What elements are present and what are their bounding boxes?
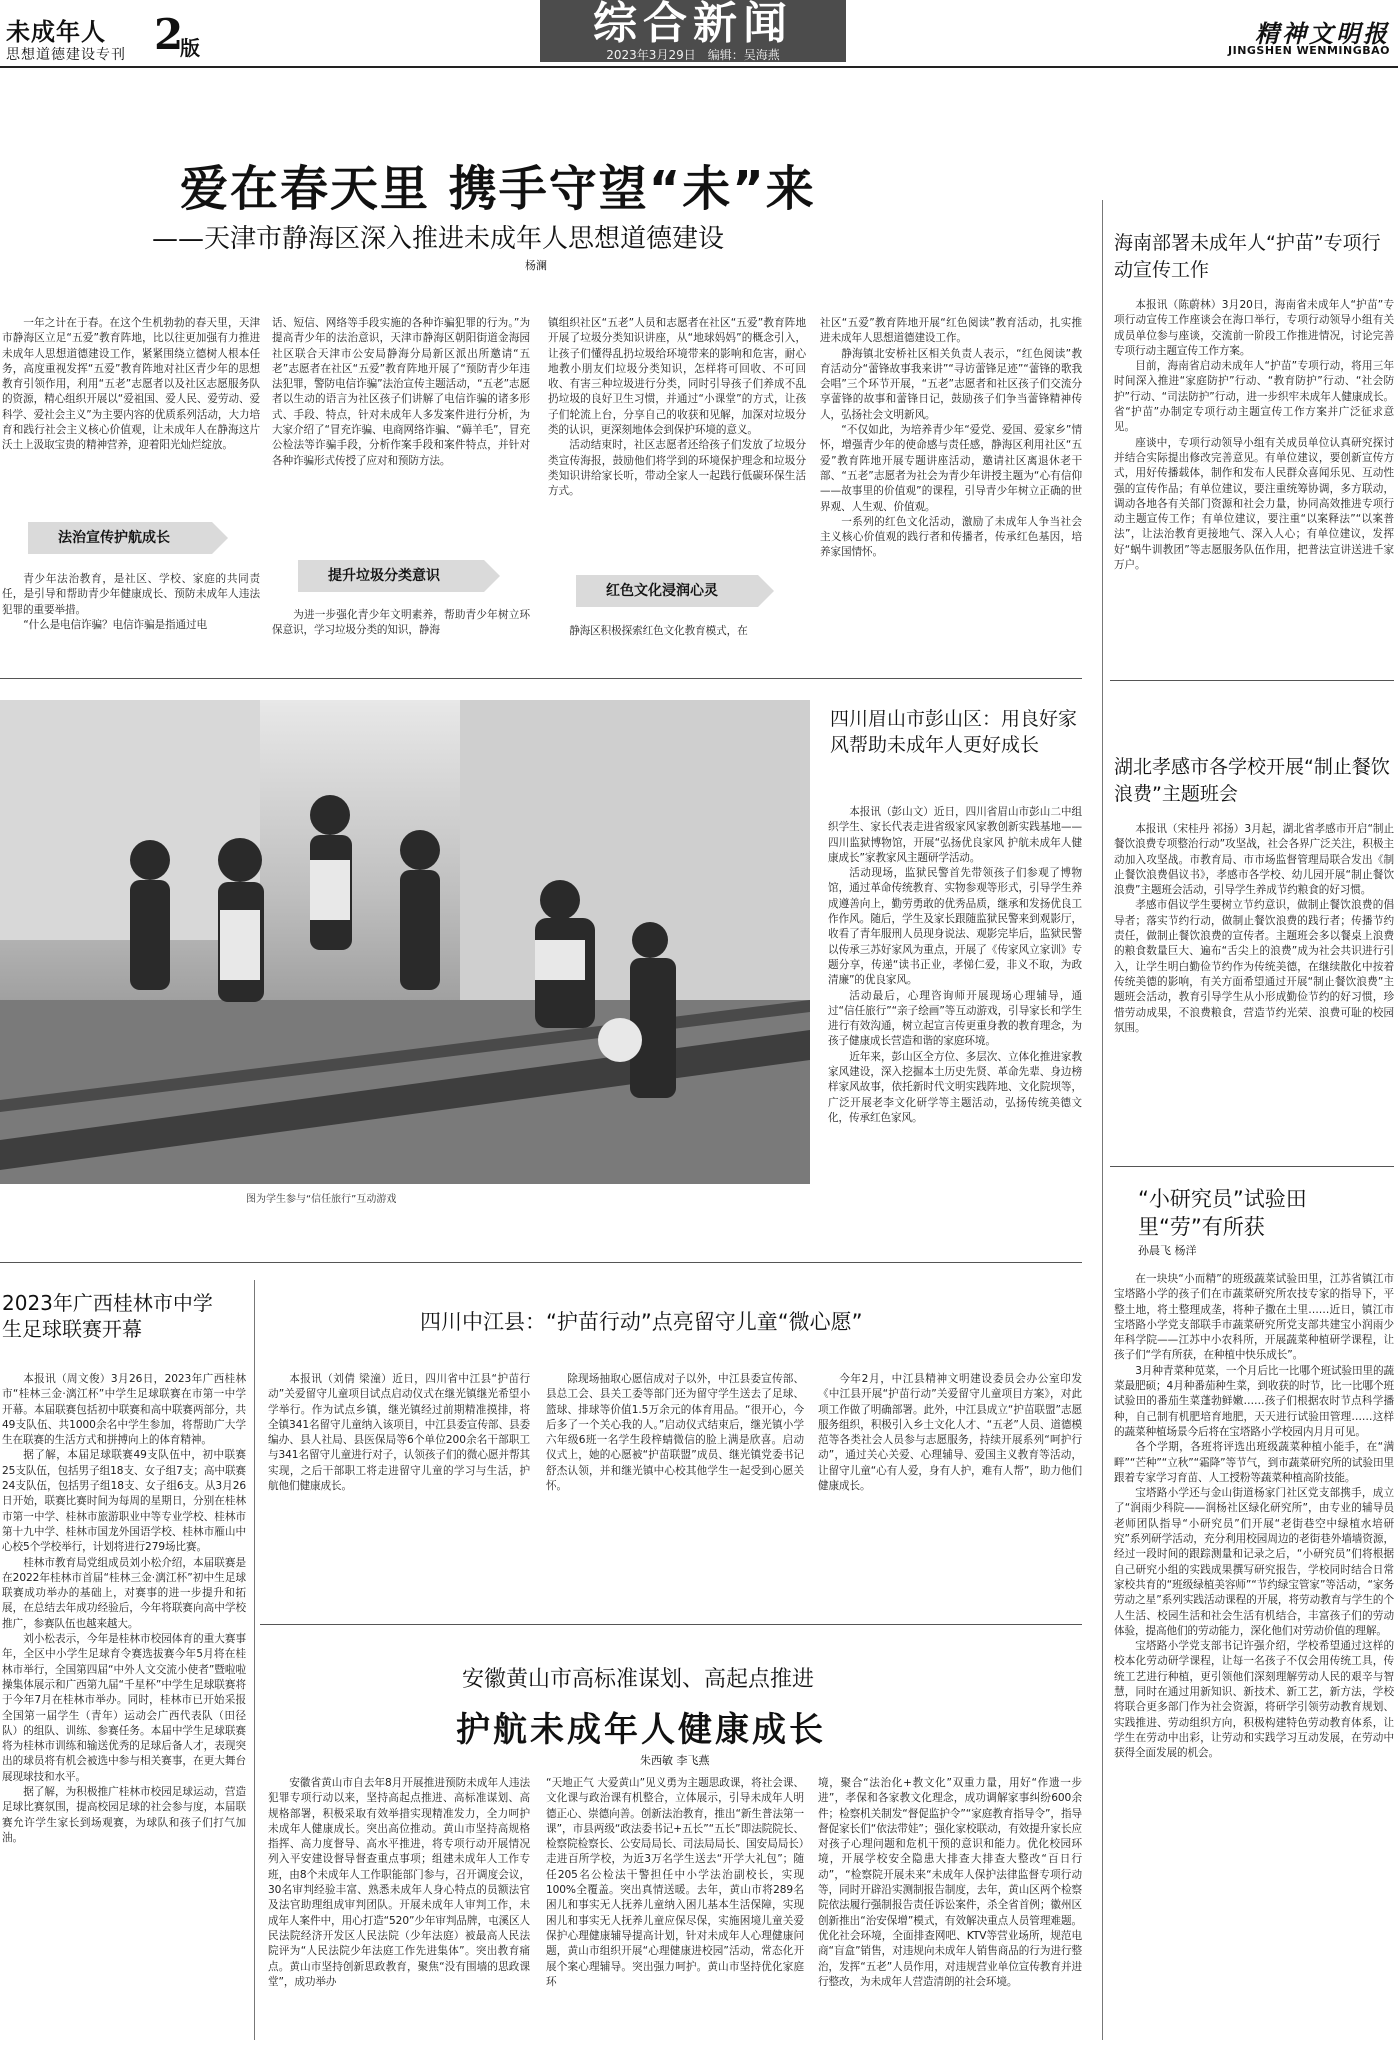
students-photo [0,700,810,1184]
hainan-para: 目前，海南省启动未成年人“护苗”专项行动，将用三年时间深入推进“家庭防护”行动、“教育防护”行动、“社会防护”行动、“司法防护”行动，进一步织牢未成年人健康成长。省“护苗”办制定专项行动主题宣传工作方案并广泛征求意见。 [1114,360,1394,434]
xiaoyanjiu-para: 在一块块“小而精”的班级蔬菜试验田里，江苏省镇江市宝塔路小学的孩子们在市蔬菜研究所农技专家的指导下，平整土地，将土整理成垄，将种子撒在土里……近日，镇江市宝塔路小学党支部联手市蔬菜研究所党支部共建宝小润雨少年科学院——江苏中小农科所，开展蔬菜种植研学课程，让孩子们“学有所获，在种植中快乐成长”。 [1114,1273,1394,1362]
guilin-title: 2023年广西桂林市中学生足球联赛开幕 [2,1291,213,1341]
xiaogan-para: 本报讯（宋桂丹 祁扬）3月起，湖北省孝感市开启“制止餐饮浪费专项整治行动”攻坚战，社会各界广泛关注，积极主动加入攻坚战。市教育局、市市场监督管理局联合发出《制止餐饮浪费倡议书》，孝感市各学校、幼儿园开展“制止餐饮浪费”主题班会活动，引导学生养成节约粮食的好习惯。 [1114,823,1394,897]
meishan-para: 活动最后，心理咨询师开展现场心理辅导，通过“信任旅行”“亲子绘画”等互动游戏，引导家长和学生进行有效沟通，树立起宣言传更重身教的教育理念，为孩子健康成长营造和谐的家庭环境。 [828,989,1082,1048]
xiaoyanjiu-title: “小研究员”试验田里“劳”有所获 [1138,1187,1307,1239]
lead-col-2 [272,316,530,469]
rule [1110,680,1394,681]
lead-col-4 [820,316,1082,561]
huangshan-para: “天地正气 大爱黄山”见义勇为主题思政课，将社会课、文化课与政治课有机整合，立体展示，引导未成年人明德正心、崇德向善。创新法治教育，推出“新生普法第一课”，市县两级“政法委书记+五长”“五长”即法院院长、检察院检察长、公安局局长、司法局局长、国安局局长）走进百所学校，为近3万名学生送去“开学大礼包”；随任205名公检法干警担任中小学法治副校长，实现100%全覆盖。突出真情送暖。去年，黄山市将289名困儿和事实无人抚养儿童纳入困儿基本生活保障，实现困儿和事实无人抚养儿童应保尽保，实施困境儿童关爱保护心理健康辅导提高计划，针对未成年人心理健康问题，黄山市组织开展“心理健康进校园”活动，常态化开展个案心理辅导。突出强力呵护。黄山市坚持优化家庭环 [546,1777,804,1988]
meishan-body [828,805,1082,1126]
huangshan-para: 境，聚合“法治化+教文化”双重力量，用好“作遗一步进”，孝保和各家教文化理念，成功调解家事纠纷600余件；检察机关制发“督促监护令”“家庭教育指导令”，指导督促家长们“依法带娃”；强化家校联动，有效提升家长应对孩子心理问题和危机干预的意识和能力。优化校园环境，开展学校安全隐患大排查大排查大整改“百日行动”，“检察院开展未来“未成年人保护法律监督专项行动等，同时开辟沿实测制报告制度，去年，黄山区两个检察院依法履行强制报告责任诉讼案件，杀全省首例；徽州区创新推出“治安保增”模式，有效解决重点人员管理难题。优化社会环境，全面排查网吧、KTV等营业场所，规范电商“盲盒”销售，对违规向未成年人销售商品的行为进行整治，发挥“五老”人员作用，对违规营业单位宣传教育并进行整改，为未成年人营造清朗的社会环境。 [818,1777,1082,1988]
page-number: 2 [154,10,184,59]
section-subtitle: 思想道德建设专刊 [6,47,126,63]
section-name: 未成年人 [6,17,106,46]
header-rule [0,66,1398,68]
huangshan-col-2 [546,1776,804,2044]
paper-pinyin: JINGSHEN WENMINGBAO [1228,44,1390,57]
lead-col-3 [548,316,806,500]
lead-col-1b [2,572,260,633]
xiaoyanjiu-para: 宝塔路小学还与金山街道杨家门社区党支部携手，成立了“润雨少科院——润杨社区绿化研究所”，由专业的辅导员老师团队指导“小研究员”们开展“老街巷空中绿植水培研究”系列研学活动，充分利用校园周边的老街巷外墙墙资源，经过一段时间的跟踪测量和记录之后，“小研究员”们将根据自己研究小组的实践成果撰写研究报告，学校同时结合日常家校共育的“班级绿植美容师”“节约绿宝管家”等活动，“家务劳动之星”系列实践活动课程的开展，将劳动教育与学生的个人生活、校园生活和社会生活有机结合，丰富孩子们的劳动体验，提高他们的劳动能力，深化他们对劳动价值的理解。 [1114,1487,1394,1637]
huangshan-para: 安徽省黄山市自去年8月开展推进预防未成年人违法犯罪专项行动以来，坚持高起点推进、高标准谋划、高规格部署，积极采取有效举措实现精准发力，全力呵护未成年人健康成长。突出高位推动。黄山市坚持高规格指挥、高力度督导、高水平推进，将专项行动开展情况列入平安建设督导督查重点事项；组建未成年人工作专班，由8个未成年人工作职能部门参与，召开调度会议，30名审判经验丰富、熟悉未成年人身心特点的员额法官及法官助理组成审判团队。开展未成年人审判工作，未成年人案件中，用心打造“520”少年审判品牌，屯溪区人民法院经济开发区人民法院（少年法庭）被最高人民法院评为“人民法院少年法庭工作先进集体”。突出教育痛点。黄山市坚持创新思政教育，聚焦“没有围墙的思政课堂”，成功举办 [268,1777,530,1988]
xiaoyanjiu-body [1114,1272,1394,1762]
lead-author: 杨澜 [525,259,547,272]
zhongjiang-para: 今年2月，中江县精神文明建设委员会办公室印发《中江县开展“护苗行动”关爱留守儿童项目方案》，对此项工作做了明确部署。此外，中江县成立“护苗联盟”志愿服务组织，积极引入乡土文化人才、“五老”人员、道德模范等各类社会人员参与志愿服务，持续开展系列“呵护行动”，通过关心关爱、心理辅导、爱国主义教育等活动，让留守儿童“心有人爱，身有人护，难有人帮”，助力他们健康成长。 [818,1373,1082,1493]
lead-para: 青少年法治教育，是社区、学校、家庭的共同责任，是引导和帮助青少年健康成长、预防未成年人违法犯罪的重要举措。 [2,573,260,616]
lead-para: “什么是电信诈骗？电信诈骗是指通过电 [23,618,207,631]
huangshan-col-3 [818,1776,1082,2044]
xiaogan-para: 孝感市倡议学生要树立节约意识，做制止餐饮浪费的倡导者；落实节约行动，做制止餐饮浪费的践行者；传播节约责任，做制止餐饮浪费的宣传者。主题班会多以餐桌上浪费的粮食数量巨大、遍布“舌尖上的浪费”成为社会共识进行引入，让学生明白勤俭节约作为传统美德，在继续散化中按着传统美德的影响，有关方面希望通过开展“制止餐饮浪费”主题班会活动，教育引导学生从小形成勤俭节约的好习惯，珍惜劳动成果，不浪费粮食，营造节约光荣、浪费可耻的校园氛围。 [1114,899,1394,1034]
lead-para: 镇组织社区“五老”人员和志愿者在社区“五爱”教育阵地开展了垃圾分类知识讲座，从“地球妈妈”的概念引入，让孩子们懂得乱扔垃圾给环境带来的影响和危害，耐心地教小朋友们垃圾分类知识，怎样将可回收、不可回收、有害三种垃圾进行分类，同时引导孩子们养成不乱扔垃圾的良好卫生习惯，并通过“小课堂”的方式，让孩子们轮流上台，分享自己的收获和见解，加深对垃圾分类的认识，更深刻地体会到保护环境的意义。 [548,317,806,437]
meishan-para: 本报讯（彭山文）近日，四川省眉山市彭山二中组织学生、家长代表走进省级家风家教创新实践基地——四川监狱博物馆，开展“弘扬优良家风 护航未成年人健康成长”家教家风主题研学活动。 [828,806,1082,864]
lead-col-3b [548,624,806,639]
header-left [6,10,206,65]
huangshan-author: 朱西敏 李飞燕 [640,1754,710,1767]
lead-para: 一年之计在于春。在这个生机勃勃的春天里，天津市静海区立足“五爱”教育阵地，比以往更加强有力推进未成年人思想道德建设工作，紧紧围绕立德树人根本任务，高度重视发挥“五爱”教育阵地对社区青少年的思想教育引领作用，利用“五老”志愿者以及社区志愿服务队的资源，精心组织开展以“爱祖国、爱人民、爱劳动、爱科学、爱社会主义”为主要内容的优质系列活动，大力培育和践行社会主义核心价值观，让未成年人在静海这片沃土上汲取宝贵的精神营养，迎着阳光灿烂绽放。 [2,317,260,452]
huangshan-kicker: 安徽黄山市高标准谋划、高起点推进 [462,1667,815,1692]
lead-para: 静海区积极探索红色文化教育模式，在 [569,625,748,637]
lead-para: 静海镇北安桥社区相关负责人表示，“红色阅读”教育活动分“蕾锋故事我来讲”“寻访蕾锋足迹”“蕾锋的歌我会唱”三个环节开展，“五老”志愿者和社区孩子们交流分享蕾锋的故事和蕾锋日记，鼓励孩子们争当蕾锋精神传人，弘扬社会文明新风。 [820,347,1082,421]
hainan-body [1114,298,1394,573]
meishan-para: 活动现场，监狱民警首先带领孩子们参观了博物馆，通过革命传统教育、实物参观等形式，引导学生养成遵善向上，勤劳勇敢的优秀品质，继承和发扬优良工作作风。随后，学生及家长跟随监狱民警来到观影厅，收看了青年服刑人员现身说法、观影完毕后，监狱民警以传承三苏好家风为重点，开展了《传家风立家训》专题分享，传递“读书正业，孝悌仁爱，非义不取，为政清廉”的优良家风。 [828,867,1082,987]
xiaogan-title: 湖北孝感市各学校开展“制止餐饮浪费”主题班会 [1114,756,1390,805]
guilin-para: 刘小松表示，今年是桂林市校园体育的重大赛事年，全区中小学生足球育令赛选拔赛今年5月将在桂林市举行，全国第四届“中外人文交流小使者”暨啦啦操集体展示和广西第九届“千星杯”中学生足球联赛将于今年7月在桂林市举办。同时，桂林市已开始采报全国第一届学生（青年）运动会广西代表队（田径队）的组队、训练、参赛任务。本届中学生足球联赛将为桂林市训练和输送优秀的足球后备人才，表现突出的球员将有机会被选中参与相关赛事，在更大舞台展现球技和水平。 [2,1633,246,1783]
rule [1110,1166,1394,1167]
zhongjiang-col-1 [268,1372,530,1494]
guilin-para: 桂林市教育局党组成员刘小松介绍，本届联赛是在2022年桂林市首届“桂林三金·漓江杯”初中生足球联赛成功举办的基础上，对赛事的进一步提升和拓展，在总结去年成功经验后，今年将联赛向高中学校推广，参赛队伍也越来越大。 [2,1556,246,1630]
tag-legal: 法治宣传护航成长 [28,522,212,554]
zhongjiang-col-3 [818,1372,1082,1494]
rule [0,678,1082,679]
guilin-para: 据了解，为积极推广桂林市校园足球运动，营造足球比赛氛围，提高校园足球的社会参与度，本届联赛允许学生家长到场观赛，为球队和孩子们打气加油。 [2,1786,246,1844]
xiaoyanjiu-para: 各个学期，各班将评选出班级蔬菜种植小能手，在“满畔”“芒种”“立秋”“霜降”等节气，到市蔬菜研究所的试验田里跟着专家学习育苗、人工授粉等蔬菜种植高阶技能。 [1114,1441,1394,1484]
zhongjiang-para: 本报讯（刘倩 梁潼）近日，四川省中江县“护苗行动”关爱留守儿童项目试点启动仪式在继光镇继光希望小学举行。作为试点乡镇，继光镇经过前期精准摸排，将全镇341名留守儿童纳入该项目，中江县委宣传部、县委编办、县人社局、县医保局等6个单位200余名干部职工与341名留守儿童进行对子，认领孩子们的微心愿并帮其实现，之后干部职工将走进留守儿童的学习与生活，护航他们健康成长。 [268,1373,530,1493]
page-suffix: 版 [180,36,200,60]
lead-para: 为进一步强化青少年文明素养，帮助青少年树立环保意识，学习垃圾分类的知识，静海 [272,609,530,637]
xiaoyanjiu-para: 3月种青菜种苋菜，一个月后比一比哪个班试验田里的蔬菜最肥硕；4月种番茄种生菜，到收获的时节，比一比哪个班试验田的番茄生菜蓬勃鲜嫩……孩子们根据农时节点科学播种，自己制有机肥培育地肥，天天进行试验田管理……这样的蔬菜种植场景今后将在宝塔路小学校园内月月可见。 [1114,1364,1394,1438]
rule [260,1624,1082,1625]
date-line: 2023年3月29日 编辑：吴海燕 [606,48,780,62]
guilin-divider [254,1280,255,2040]
hainan-para: 座谈中，专项行动领导小组有关成员单位认真研究探讨并结合实际提出修改完善意见。有单位建议，要创新宣传方式，用好传播载体，制作和发布人民群众喜闻乐见、互动性强的宣传作品；有单位建议，要注重统筹协调，多方联动，调动各地各有关部门资源和社会力量，协同高效推进专项行动主题宣传工作；有单位建议，要注重“以案释法”“以案普法”，让法治教育更接地气、深入人心；有单位建议，发挥好“蜗牛训教团”等志愿服务队伍作用，把普法宣讲送进千家万户。 [1114,436,1394,572]
hainan-para: 本报讯（陈蔚林）3月20日，海南省未成年人“护苗”专项行动宣传工作座谈会在海口举行，专项行动领导小组有关成员单位参与座谈，交流前一阶段工作推进情况，讨论完善专项行动主题宣传工作方案。 [1114,299,1394,357]
huangshan-col-1 [268,1776,530,2044]
banner-title: 综合新闻 [593,0,793,49]
zhongjiang-title: 四川中江县：“护苗行动”点亮留守儿童“微心愿” [420,1310,863,1334]
meishan-para: 近年来，彭山区全方位、多层次、立体化推进家教家风建设，深入挖掘本土历史先贤、革命先辈、身边榜样家风故事，依托新时代文明实践阵地、文化院坝等，广泛开展老李文化研学等主题活动，弘扬传统美德文化，传承红色家风。 [828,1050,1082,1124]
tag-red-culture: 红色文化浸润心灵 [576,575,758,607]
lead-col-1 [2,316,260,454]
xiaoyanjiu-para: 宝塔路小学党支部书记许强介绍，学校希望通过这样的校本化劳动研学课程，让每一名孩子不仅会用传统工具，传统工艺进行种植，更引领他们深刻理解劳动人民的艰辛与智慧，同时在通过用新知识、新技术、新工艺，新方法，学校将联合更多部门作为社会资源，将研学引领劳动教育规划、实践推进、劳动组织方向，积极构建特色劳动教育体系，让学生在劳动中出彩，让劳动和实践学习互动发展，在劳动中获得全面发展的机会。 [1114,1640,1394,1760]
tag-garbage: 提升垃圾分类意识 [298,560,484,592]
lead-col-2b [272,608,530,639]
lead-para: 一系列的红色文化活动，激励了未成年人争当社会主义核心价值观的践行者和传播者，传承红色基因，培养家国情怀。 [820,515,1082,559]
meishan-title: 四川眉山市彭山区：用良好家风帮助未成年人更好成长 [830,708,1078,756]
rule [0,1262,1082,1263]
photo-caption: 图为学生参与“信任旅行”互动游戏 [246,1194,397,1205]
hainan-title: 海南部署未成年人“护苗”专项行动宣传工作 [1114,232,1381,281]
photo-illustration [0,700,810,1184]
zhongjiang-col-2 [546,1372,804,1494]
lead-para: 话、短信、网络等手段实施的各种诈骗犯罪的行为。”为提高青少年的法治意识，天津市静海区朝阳街道金海园社区联合天津市公安局静海分局新区派出所邀请“五老”志愿者在社区“五爱”教育阵地开展了“预防青少年违法犯罪，警防电信诈骗”法治宣传主题活动，“五老”志愿者以生动的语言为社区孩子们讲解了电信诈骗的诸多形式、手段、特点，针对未成年人多发案件进行分析，为大家介绍了“冒充诈骗、电商网络诈骗、“薅羊毛”，冒充公检法等诈骗手段，分析作案手段和案件特点，并针对各种诈骗形式传授了应对和预防方法。 [272,317,530,467]
lead-para: 活动结束时，社区志愿者还给孩子们发放了垃圾分类宣传海报，鼓励他们将学到的环境保护理念和垃圾分类知识讲给家长听，带动全家人一起践行低碳环保生活方式。 [548,439,806,498]
guilin-para: 本报讯（周文俊）3月26日，2023年广西桂林市“桂林三金·漓江杯”中学生足球联赛在市第一中学开幕。本届联赛包括初中联赛和高中联赛两部分，共49支队伍、共1000余名中学生参加，将帮助广大学生在联赛的生活方式和拼搏向上的体育精神。 [2,1373,246,1447]
lead-para: 社区“五爱”教育阵地开展“红色阅读”教育活动，扎实推进未成年人思想道德建设工作。 [820,317,1082,345]
lead-title: 爱在春天里 携手守望“未”来 [180,161,816,217]
xiaoyanjiu-author: 孙晨飞 杨洋 [1138,1244,1197,1257]
lead-para: “不仅如此，为培养青少年“爱党、爱国、爱家乡”情怀，增强青少年的使命感与责任感，静海区利用社区“五爱”教育阵地开展专题讲座活动，邀请社区离退休老干部、“五老”志愿者为社会为青少年讲授主题为“心有信仰——故事里的价值观”的课程，引导青少年树立正确的世界观、人生观、价值观。 [820,424,1082,513]
right-col-divider [1102,200,1103,2040]
guilin-para: 据了解，本届足球联赛49支队伍中，初中联赛25支队伍，包括男子组18支、女子组7支；高中联赛24支队伍，包括男子组18支、女子组6支。从3月26日开始，联赛比赛时间为每周的星期日，分别在桂林市第一中学、桂林市旅游职业中等专业学校、桂林市第十九中学、桂林市国龙外国语学校、桂林市雁山中心校5个学校举行，计划将进行279场比赛。 [2,1449,246,1554]
paper-name: 精神文明报 [1255,19,1390,48]
lead-subtitle: ——天津市静海区深入推进未成年人思想道德建设 [152,224,725,254]
zhongjiang-para: 除现场抽取心愿信成对子以外，中江县委宣传部、县总工会、县关工委等部门还为留守学生送去了足球、篮球、排球等价值1.5万余元的体育用品。“很开心，今后多了一个关心我的人。”启动仪式结束后，继光镇小学六年级6班一名学生段梓蜻微信的脸上满是欣喜。启动仪式上，她的心愿被“护苗联盟”成员、继光镇党委书记舒杰认领，并和继光镇中心校其他学生一起受到心愿关怀。 [546,1373,804,1493]
huangshan-title: 护航未成年人健康成长 [456,1710,826,1750]
xiaogan-body [1114,822,1394,1036]
guilin-body [2,1372,246,1846]
